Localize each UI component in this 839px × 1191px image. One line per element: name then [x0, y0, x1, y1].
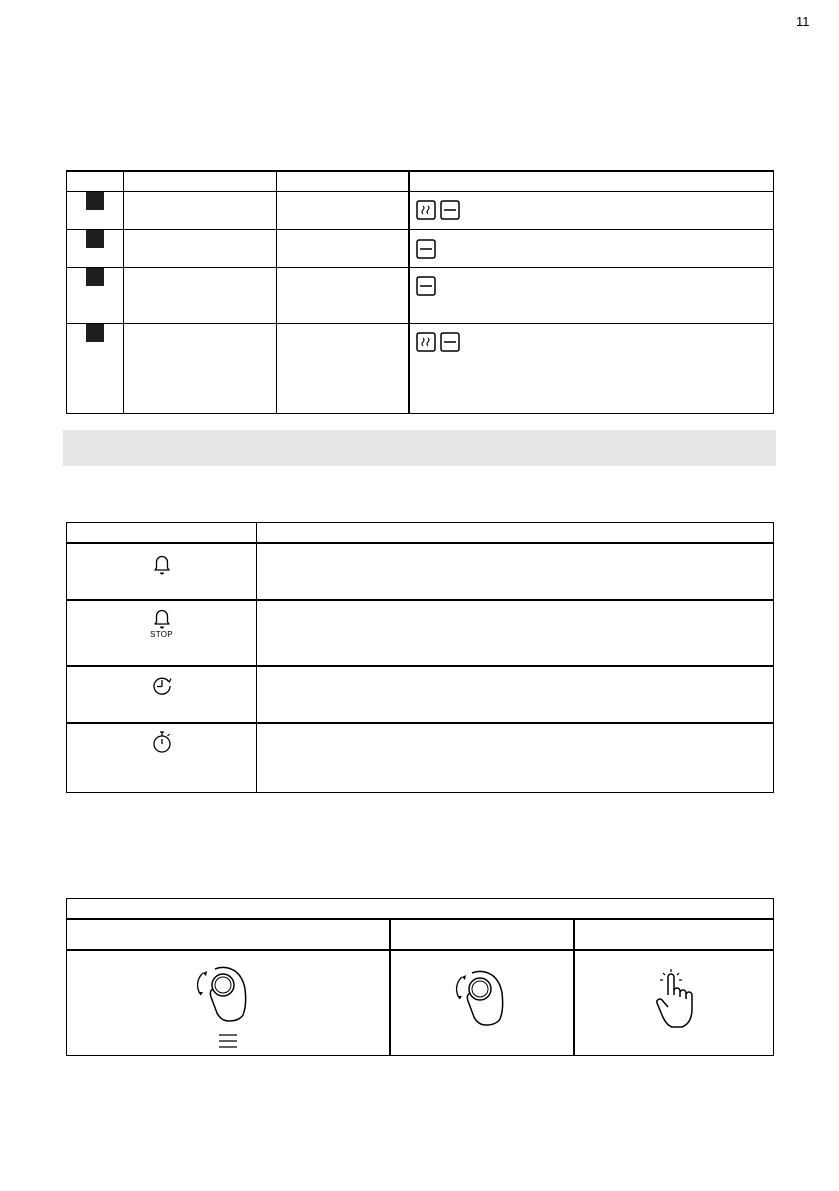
heat-mode-icons	[416, 200, 476, 222]
table-header-row	[67, 171, 774, 191]
table-header-row	[67, 899, 774, 919]
bell-stop-icon	[151, 607, 173, 629]
knob-turn-menu-icon	[193, 961, 263, 1051]
clock-arrow-icon	[150, 674, 174, 698]
bottom-heat-icon	[441, 201, 459, 219]
clock-functions-table	[66, 522, 774, 793]
table-row	[67, 950, 774, 1056]
heat-mode-icons	[416, 332, 476, 354]
table-header-row	[67, 523, 774, 543]
level-marker-square	[86, 192, 104, 210]
table-row	[67, 666, 774, 723]
table-row	[67, 723, 774, 793]
stop-label: STOP	[150, 629, 173, 639]
controls-table	[66, 898, 774, 1056]
stopwatch-icon	[150, 730, 174, 756]
cooking-levels-table	[66, 170, 774, 414]
page-number: 11	[796, 14, 810, 29]
bottom-heat-icon	[441, 333, 459, 351]
top-bottom-heat-icon	[417, 201, 435, 219]
table-row	[67, 229, 774, 267]
knob-turn-icon	[452, 967, 512, 1037]
table-row	[67, 600, 774, 666]
bottom-heat-icon	[416, 276, 438, 298]
touch-tap-icon	[644, 967, 704, 1037]
table-row	[67, 543, 774, 600]
top-bottom-heat-icon	[417, 333, 435, 351]
table-row	[67, 191, 774, 229]
bottom-heat-icon	[416, 239, 438, 261]
level-marker-square	[86, 324, 104, 342]
bell-icon	[151, 553, 173, 577]
table-row	[67, 267, 774, 323]
level-marker-square	[86, 268, 104, 286]
table-row	[67, 323, 774, 413]
level-marker-square	[86, 230, 104, 248]
table-subheader-row	[67, 919, 774, 950]
section-heading-band	[63, 430, 776, 466]
